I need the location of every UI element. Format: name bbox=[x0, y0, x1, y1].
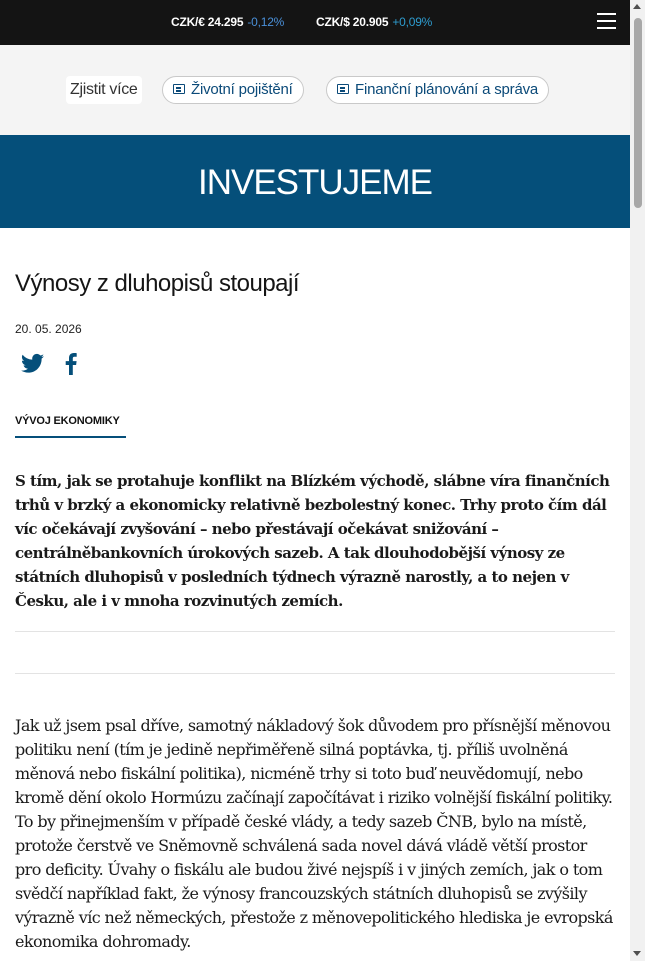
category-underline bbox=[15, 436, 126, 438]
divider bbox=[15, 631, 615, 632]
scroll-up-arrow-icon[interactable] bbox=[633, 4, 641, 9]
rate-eur[interactable] bbox=[171, 15, 284, 29]
document-icon bbox=[173, 84, 185, 94]
category-tag[interactable]: VÝVOJ EKONOMIKY bbox=[15, 415, 120, 427]
hamburger-icon[interactable] bbox=[597, 13, 616, 31]
learn-more-label: Zjistit více bbox=[66, 76, 142, 104]
scrollbar[interactable] bbox=[630, 0, 645, 961]
pill-life-insurance[interactable] bbox=[162, 76, 304, 104]
rate-usd[interactable] bbox=[316, 15, 432, 29]
rate-usd-change: +0,09% bbox=[392, 15, 433, 29]
rate-eur-change: -0,12% bbox=[247, 15, 285, 29]
subnav bbox=[0, 45, 630, 135]
article-title: Výnosy z dluhopisů stoupají bbox=[15, 270, 300, 297]
scroll-down-arrow-icon[interactable] bbox=[633, 951, 641, 956]
twitter-icon[interactable] bbox=[21, 353, 44, 374]
scroll-thumb[interactable] bbox=[634, 18, 642, 208]
article-lead: S tím, jak se protahuje konflikt na Blízkém východě, slábne víra finančních trhů v brzký a ekonomicky relativně bezbolestný konec. Trhy proto čím dál víc očekávají zvyšování – nebo přestávají očekávat snižování – centrálněbankovních úrokových sazeb. A tak dlouhodobější výnosy ze státních dluhopisů v posledních týdnech výrazně narostly, a to nejen v Česku, ale i v mnoha rozvinutých zemích. bbox=[15, 472, 610, 610]
article-body: Jak už jsem psal dříve, samotný nákladový šok důvodem pro přísnější měnovou politiku není (tím je jedině nepřiměřeně silná poptávka, tj. příliš uvolněná měnová nebo fiskální politika), nicméně trhy si toto buď neuvědomují, nebo kromě dění okolo Hormúzu začínají započítávat i riziko volnější fiskální politiky. To by přinejmenším v případě české vlády, a tedy sazeb ČNB, bylo na místě, protože čerstvě ve Sněmovně schválená sada novel dává vládě větší prostor pro deficity. Úvahy o fiskálu ale budou živé nejspíš i v jiných zemích, jak o tom svědčí například fakt, že výnosy francouzských státních dluhopisů se zvýšily výrazně víc než německých, přestože z měnovepolitického hlediska je evropská ekonomika dohromady. bbox=[15, 716, 613, 951]
pill-financial-planning[interactable] bbox=[326, 76, 549, 104]
brand-banner bbox=[0, 135, 630, 228]
document-icon bbox=[337, 84, 349, 94]
divider bbox=[15, 673, 615, 674]
rate-usd-label: CZK/$ 20.905 bbox=[316, 15, 389, 29]
facebook-icon[interactable] bbox=[64, 353, 78, 375]
pill-label: Životní pojištění bbox=[191, 81, 293, 98]
pill-label: Finanční plánování a správa bbox=[355, 81, 539, 98]
article-date: 20. 05. 2026 bbox=[15, 322, 82, 336]
site-logo[interactable]: INVESTUJEME bbox=[197, 163, 433, 202]
top-bar bbox=[0, 0, 630, 45]
rate-eur-label: CZK/€ 24.295 bbox=[171, 15, 244, 29]
